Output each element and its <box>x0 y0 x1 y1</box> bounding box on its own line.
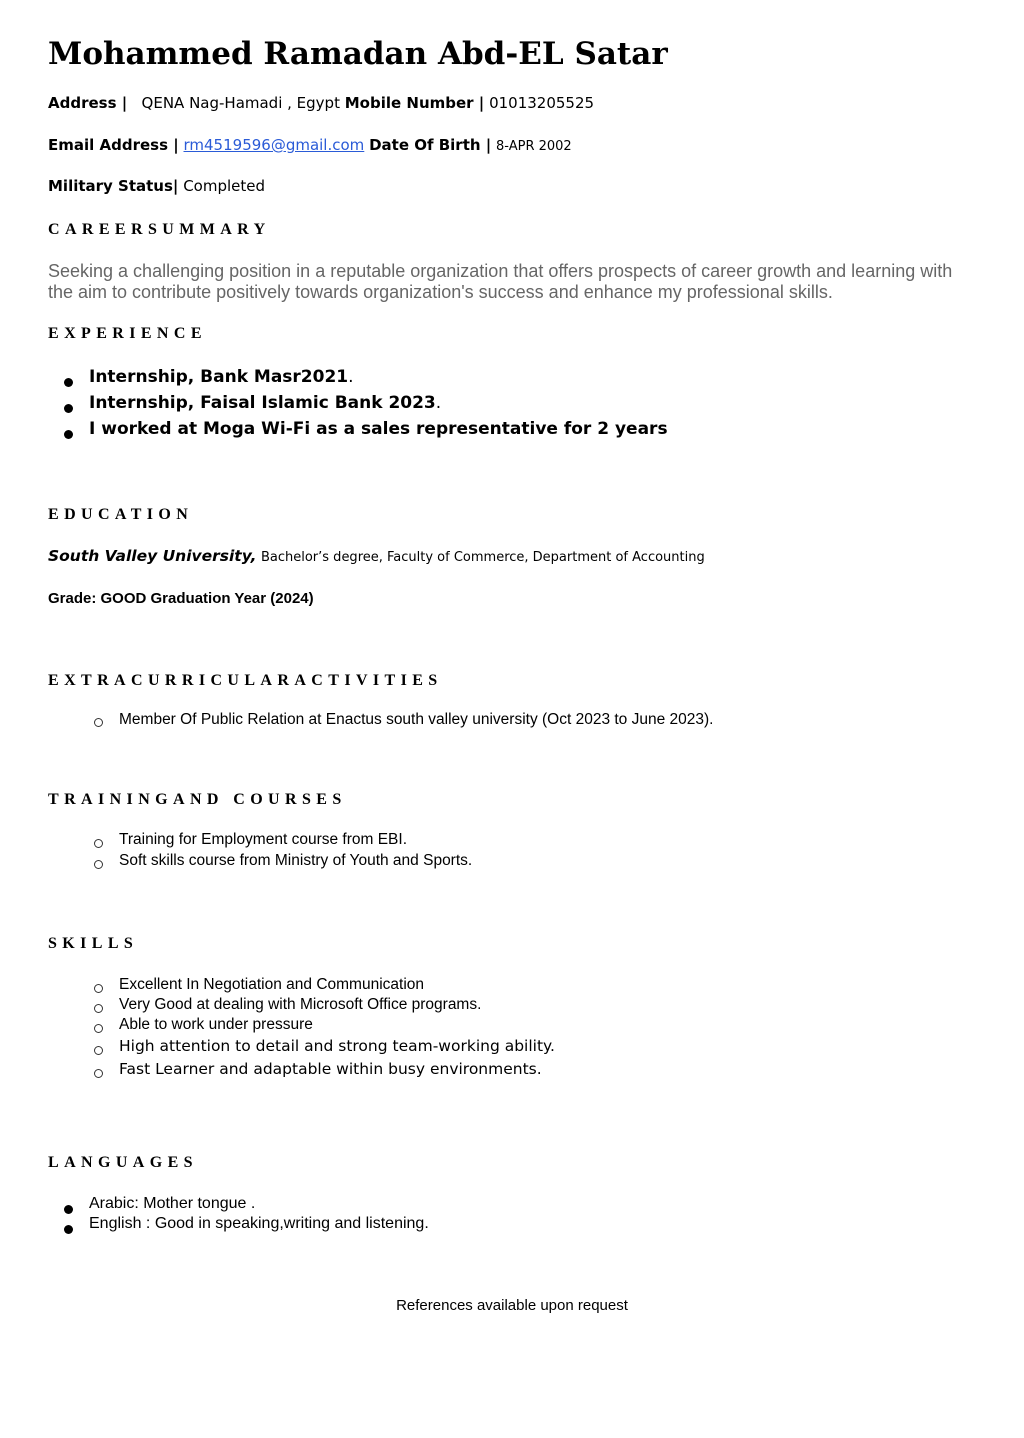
education-entry <box>48 547 705 566</box>
skill-item: Excellent In Negotiation and Communication <box>119 976 425 993</box>
experience-bullet <box>64 374 73 392</box>
degree-text: Bachelor’s degree, Faculty of Commerce, Department of Accounting <box>260 550 705 565</box>
circle-bullet-icon <box>94 984 103 993</box>
bullet-dot-icon <box>64 430 73 439</box>
education-heading: EDUCATION <box>48 506 194 523</box>
circle-bullet-icon <box>94 718 103 727</box>
military-value: Completed <box>183 177 265 195</box>
training-item: Training for Employment course from EBI. <box>119 831 407 848</box>
bullet-dot-icon <box>64 1225 73 1234</box>
skills-heading: SKILLS <box>48 935 139 952</box>
circle-bullet-icon <box>94 1004 103 1013</box>
extracurricular-item: Member Of Public Relation at Enactus south valley university (Oct 2023 to June 2023). <box>119 711 714 728</box>
mobile-value: 01013205525 <box>489 94 595 112</box>
bullet-dot-icon <box>64 1205 73 1214</box>
list-bullet <box>94 980 103 998</box>
experience-bullet <box>64 426 73 444</box>
bullet-dot-icon <box>64 404 73 413</box>
language-item: English : Good in speaking,writing and listening. <box>89 1215 429 1232</box>
grade-text: Grade: GOOD Graduation Year (2024) <box>48 590 314 607</box>
training-heading: TRAININGAND COURSES <box>48 791 347 808</box>
experience-item-text: I worked at Moga Wi-Fi as a sales representative for 2 years <box>89 419 668 439</box>
language-bullet <box>64 1201 73 1219</box>
experience-item <box>89 419 668 439</box>
experience-item-tail: . <box>348 367 354 387</box>
contact-line-address <box>48 94 594 112</box>
dob-value: 8-APR 2002 <box>496 139 572 154</box>
language-item: Arabic: Mother tongue . <box>89 1195 256 1212</box>
experience-heading: EXPERIENCE <box>48 325 207 342</box>
candidate-name: Mohammed Ramadan Abd-EL Satar <box>48 36 668 72</box>
dob-label: Date Of Birth | <box>369 136 492 154</box>
list-bullet <box>94 1065 103 1083</box>
experience-item-text: Internship, Faisal Islamic Bank 2023 <box>89 393 436 413</box>
circle-bullet-icon <box>94 860 103 869</box>
skill-item: High attention to detail and strong team-working ability. <box>119 1037 555 1055</box>
list-bullet <box>94 714 103 732</box>
circle-bullet-icon <box>94 1069 103 1078</box>
experience-item-text: Internship, Bank Masr2021 <box>89 367 349 387</box>
list-bullet <box>94 1020 103 1038</box>
list-bullet <box>94 1000 103 1018</box>
references-note: References available upon request <box>396 1297 628 1314</box>
extracurricular-heading: EXTRACURRICULARACTIVITIES <box>48 672 443 689</box>
address-label: Address | <box>48 94 128 112</box>
career-summary-text: Seeking a challenging position in a reputable organization that offers prospects of career growth and learning with the aim to contribute positively towards organization's success and enhance my professional skills. <box>48 261 953 302</box>
email-label: Email Address | <box>48 136 179 154</box>
circle-bullet-icon <box>94 1024 103 1033</box>
skill-item: Fast Learner and adaptable within busy environments. <box>119 1060 542 1078</box>
circle-bullet-icon <box>94 1046 103 1055</box>
list-bullet <box>94 856 103 874</box>
bullet-dot-icon <box>64 378 73 387</box>
skill-item: Very Good at dealing with Microsoft Office programs. <box>119 996 482 1013</box>
address-value: QENA Nag-Hamadi , Egypt <box>141 94 340 112</box>
university-name: South Valley University, <box>48 547 257 565</box>
experience-item-tail: . <box>435 393 442 413</box>
contact-line-email <box>48 136 572 154</box>
training-item: Soft skills course from Ministry of Youth and Sports. <box>119 852 473 869</box>
contact-line-military <box>48 177 265 195</box>
language-bullet <box>64 1221 73 1239</box>
list-bullet <box>94 1042 103 1060</box>
experience-item <box>89 393 441 413</box>
email-link[interactable]: rm4519596@gmail.com <box>183 136 365 154</box>
mobile-label: Mobile Number | <box>344 94 485 112</box>
circle-bullet-icon <box>94 839 103 848</box>
languages-heading: LANGUAGES <box>48 1154 198 1171</box>
military-label: Military Status| <box>48 177 179 195</box>
experience-item <box>89 367 354 387</box>
list-bullet <box>94 835 103 853</box>
career-summary-heading: CAREERSUMMARY <box>48 221 271 238</box>
skill-item: Able to work under pressure <box>119 1016 313 1033</box>
experience-bullet <box>64 400 73 418</box>
